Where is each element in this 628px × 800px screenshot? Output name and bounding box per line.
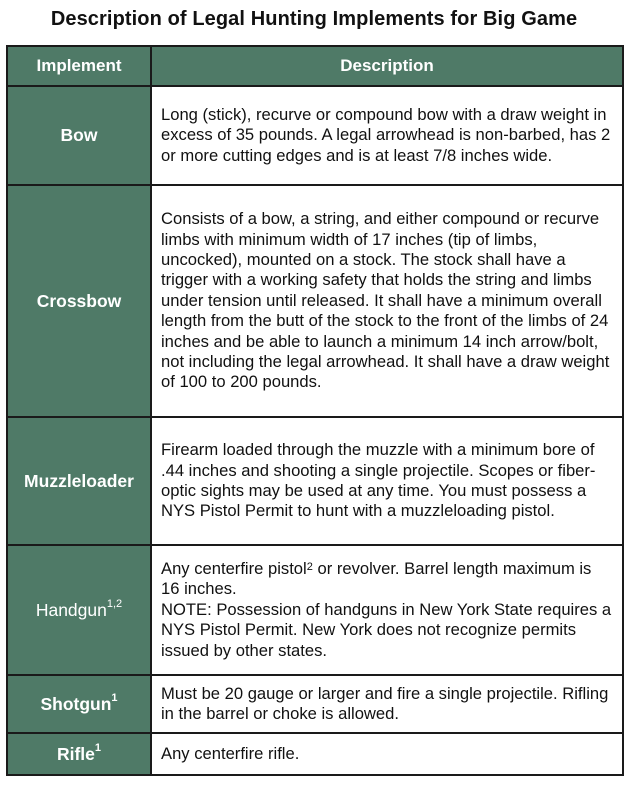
implement-cell xyxy=(7,545,151,675)
implement-name: Shotgun xyxy=(40,693,112,714)
table-header-row xyxy=(7,46,623,86)
footnote-marker: 2 xyxy=(306,560,313,573)
table-row xyxy=(7,545,623,675)
implement-name: Rifle xyxy=(56,743,95,764)
implement-name: Handgun xyxy=(35,599,107,620)
page-title: Description of Legal Hunting Implements for Big Game xyxy=(50,8,578,30)
description-note: NOTE: Possession of handguns in New York State requires a NYS Pistol Permit. New York does not recognize permits issued by other states. xyxy=(161,599,612,660)
implement-cell xyxy=(7,86,151,185)
description-cell xyxy=(151,545,623,675)
description-cell: Firearm loaded through the muzzle with a minimum bore of .44 inches and shooting a single projectile. Scopes or fiber-optic sights may be used at any time. You must possess a NYS Pistol Permit to hunt with a muzzleloading pistol. xyxy=(151,417,623,545)
description-text-end: or revolver. Barrel length maximum is 16 inches. xyxy=(161,558,592,599)
table-row xyxy=(7,733,623,775)
implement-name: Muzzleloader xyxy=(24,470,134,491)
column-header-description: Description xyxy=(151,46,623,86)
description-cell: Long (stick), recurve or compound bow with a draw weight in excess of 35 pounds. A legal arrowhead is non-barbed, has 2 or more cutting edges and is at least 7/8 inches wide. xyxy=(151,86,623,185)
table-row xyxy=(7,417,623,545)
implement-cell xyxy=(7,733,151,775)
description-text xyxy=(161,559,614,600)
table-row xyxy=(7,185,623,417)
table-row xyxy=(7,675,623,733)
description-cell: Any centerfire rifle. xyxy=(151,733,623,775)
implement-cell xyxy=(7,185,151,417)
description-text-start: Any centerfire pistol xyxy=(161,558,307,578)
hunting-implements-table xyxy=(6,45,624,776)
footnote-marker: 1 xyxy=(111,691,118,704)
implement-name: Crossbow xyxy=(36,290,122,311)
footnote-marker: 1 xyxy=(94,741,102,754)
description-cell: Consists of a bow, a string, and either compound or recurve limbs with minimum width of 17 inches (tip of limbs, uncocked), mounted on a stock. The stock shall have a trigger with a working safety that holds the string and limbs under tension until released. It shall have a minimum overall length from the butt of the stock to the front of the limbs of 24 inches and be able to launch a minimum 14 inch arrow/bolt, not including the legal arrowhead. It shall have a draw weight of 100 to 200 pounds. xyxy=(151,185,623,417)
implement-cell xyxy=(7,417,151,545)
implement-name: Bow xyxy=(60,125,98,145)
footnote-marker: 1,2 xyxy=(106,597,123,610)
implement-cell xyxy=(7,675,151,733)
table-row xyxy=(7,86,623,185)
description-cell: Must be 20 gauge or larger and fire a single projectile. Rifling in the barrel or choke is allowed. xyxy=(151,675,623,733)
column-header-implement: Implement xyxy=(7,46,151,86)
